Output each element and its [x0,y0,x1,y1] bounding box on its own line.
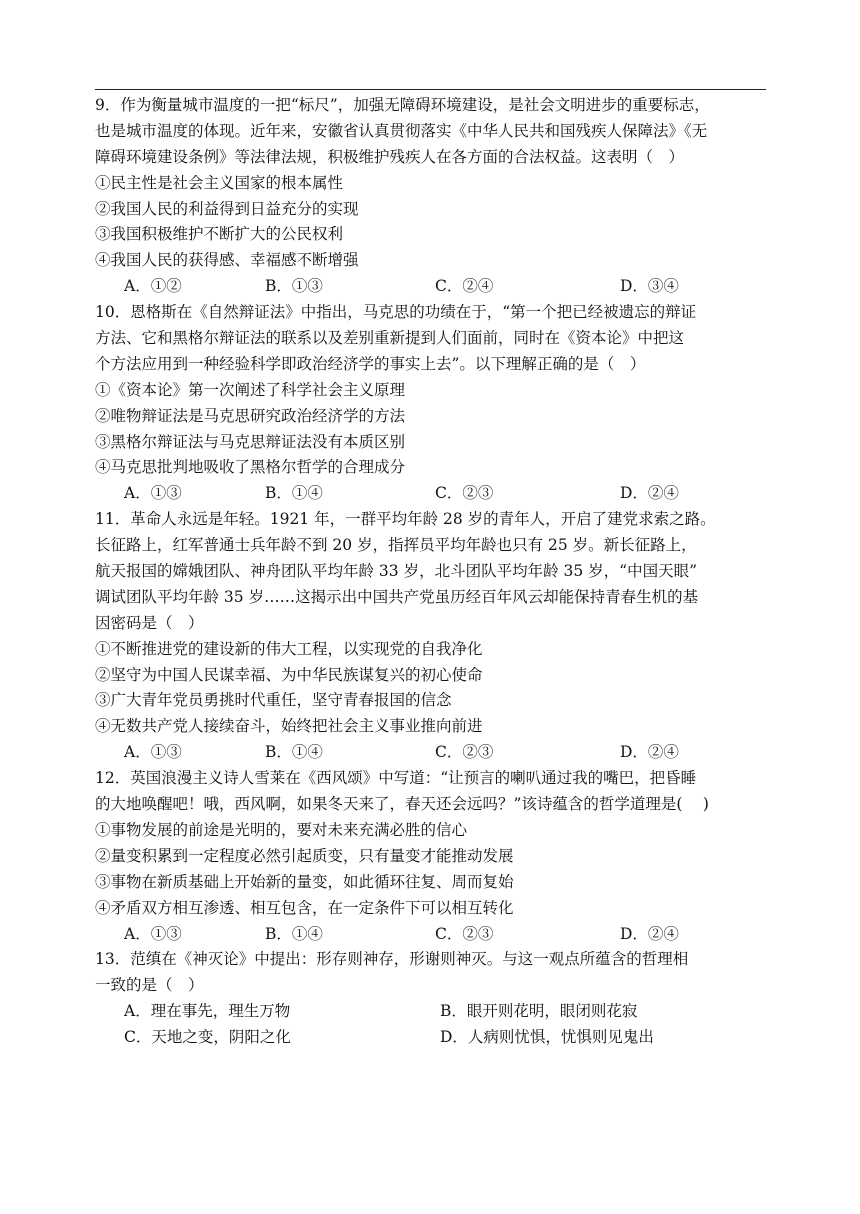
option-a[interactable]: A．①③ [124,924,182,943]
option-c[interactable]: C．②③ [435,924,494,943]
question-11-stem-line: 调试团队平均年龄 35 岁……这揭示出中国共产党虽历经百年风云却能保持青春生机的基 [95,587,699,606]
question-9-item: ④我国人民的获得感、幸福感不断增强 [95,251,359,270]
question-10-item: ①《资本论》第一次阐述了科学社会主义原理 [95,380,406,399]
question-9-item: ②我国人民的利益得到日益充分的实现 [95,199,359,218]
question-12-item: ④矛盾双方相互渗透、相互包含，在一定条件下可以相互转化 [95,898,514,917]
question-10-item: ③黑格尔辩证法与马克思辩证法没有本质区别 [95,432,406,451]
option-c[interactable]: C．②④ [435,277,494,296]
option-b[interactable]: B．①③ [265,277,323,296]
question-10-stem-line: 10．恩格斯在《自然辩证法》中指出，马克思的功绩在于，“第一个把已经被遗忘的辩证 [95,303,697,322]
option-b[interactable]: B．①④ [265,484,323,503]
option-b[interactable]: B．①④ [265,743,323,762]
question-13-options-row [95,999,766,1025]
option-c[interactable]: C．②③ [435,743,494,762]
option-a[interactable]: A．①② [124,277,182,296]
header-rule [95,89,766,90]
question-13-stem-line: 13．范缜在《神灭论》中提出：形存则神存，形谢则神灭。与这一观点所蕴含的哲理相 [95,950,689,969]
question-12 [95,766,766,947]
option-d[interactable]: D．②④ [620,924,679,943]
question-11-item: ②坚守为中国人民谋幸福、为中华民族谋复兴的初心使命 [95,665,483,684]
option-b[interactable]: B．①④ [265,924,323,943]
question-11-item: ④无数共产党人接续奋斗，始终把社会主义事业推向前进 [95,717,483,736]
question-12-stem-line: 12．英国浪漫主义诗人雪莱在《西风颂》中写道：“让预言的喇叭通过我的嘴巴，把昏睡 [95,769,697,788]
question-10-options [95,481,766,507]
question-9-stem-line: 也是城市温度的体现。近年来，安徽省认真贯彻落实《中华人民共和国残疾人保障法》《无 [95,121,708,140]
question-13-stem-line: 一致的是（ ） [95,976,204,995]
question-9-stem-line: 障碍环境建设条例》等法律法规，积极维护残疾人在各方面的合法权益。这表明（ ） [95,147,685,166]
question-11-item: ③广大青年党员勇挑时代重任，坚守青春报国的信念 [95,691,452,710]
option-a[interactable]: A．①③ [124,484,182,503]
question-10 [95,300,766,507]
question-9-options [95,274,766,300]
question-9-stem-line: 9．作为衡量城市温度的一把“标尺”，加强无障碍环境建设，是社会文明进步的重要标志， [95,96,710,114]
question-13-options-row [95,1025,766,1051]
question-12-options [95,922,766,948]
option-d[interactable]: D．人病则忧惧，忧惧则见鬼出 [440,1028,654,1047]
option-b[interactable]: B．眼开则花明，眼闭则花寂 [440,1002,638,1021]
question-11-stem-line: 因密码是（ ） [95,613,204,632]
option-d[interactable]: D．②④ [620,743,679,762]
option-d[interactable]: D．③④ [620,277,679,296]
exam-content [95,93,766,1051]
question-11-stem-line: 长征路上，红军普通士兵年龄不到 20 岁，指挥员平均年龄也只有 25 岁。新长征路上， [95,536,697,555]
question-11-stem-line: 11．革命人永远是年轻。1921 年，一群平均年龄 28 岁的青年人，开启了建党求索之路。 [95,510,716,529]
question-10-item: ②唯物辩证法是马克思研究政治经济学的方法 [95,406,406,425]
question-12-item: ①事物发展的前途是光明的，要对未来充满必胜的信心 [95,820,468,839]
question-11-stem-line: 航天报国的嫦娥团队、神舟团队平均年龄 33 岁，北斗团队平均年龄 35 岁，“中国天眼” [95,562,698,581]
question-12-item: ②量变积累到一定程度必然引起质变，只有量变才能推动发展 [95,846,514,865]
option-c[interactable]: C．②③ [435,484,494,503]
option-d[interactable]: D．②④ [620,484,679,503]
option-c[interactable]: C．天地之变，阴阳之化 [124,1028,291,1047]
question-12-stem-line: 的大地唤醒吧！哦，西风啊，如果冬天来了，春天还会远吗？”该诗蕴含的哲学道理是( ) [95,795,709,814]
question-11-item: ①不断推进党的建设新的伟大工程，以实现党的自我净化 [95,639,483,658]
question-12-item: ③事物在新质基础上开始新的量变，如此循环往复、周而复始 [95,872,514,891]
question-13 [95,947,766,1051]
question-11-options [95,740,766,766]
question-11 [95,507,766,766]
question-10-item: ④马克思批判地吸收了黑格尔哲学的合理成分 [95,458,406,477]
option-a[interactable]: A．理在事先，理生万物 [124,1002,291,1021]
option-a[interactable]: A．①③ [124,743,182,762]
question-9-item: ①民主性是社会主义国家的根本属性 [95,173,344,192]
question-10-stem-line: 方法、它和黑格尔辩证法的联系以及差别重新提到人们面前，同时在《资本论》中把这 [95,329,685,348]
question-10-stem-line: 个方法应用到一种经验科学即政治经济学的事实上去”。以下理解正确的是（ ） [95,354,646,373]
question-9-item: ③我国积极维护不断扩大的公民权利 [95,225,344,244]
question-9 [95,93,766,300]
